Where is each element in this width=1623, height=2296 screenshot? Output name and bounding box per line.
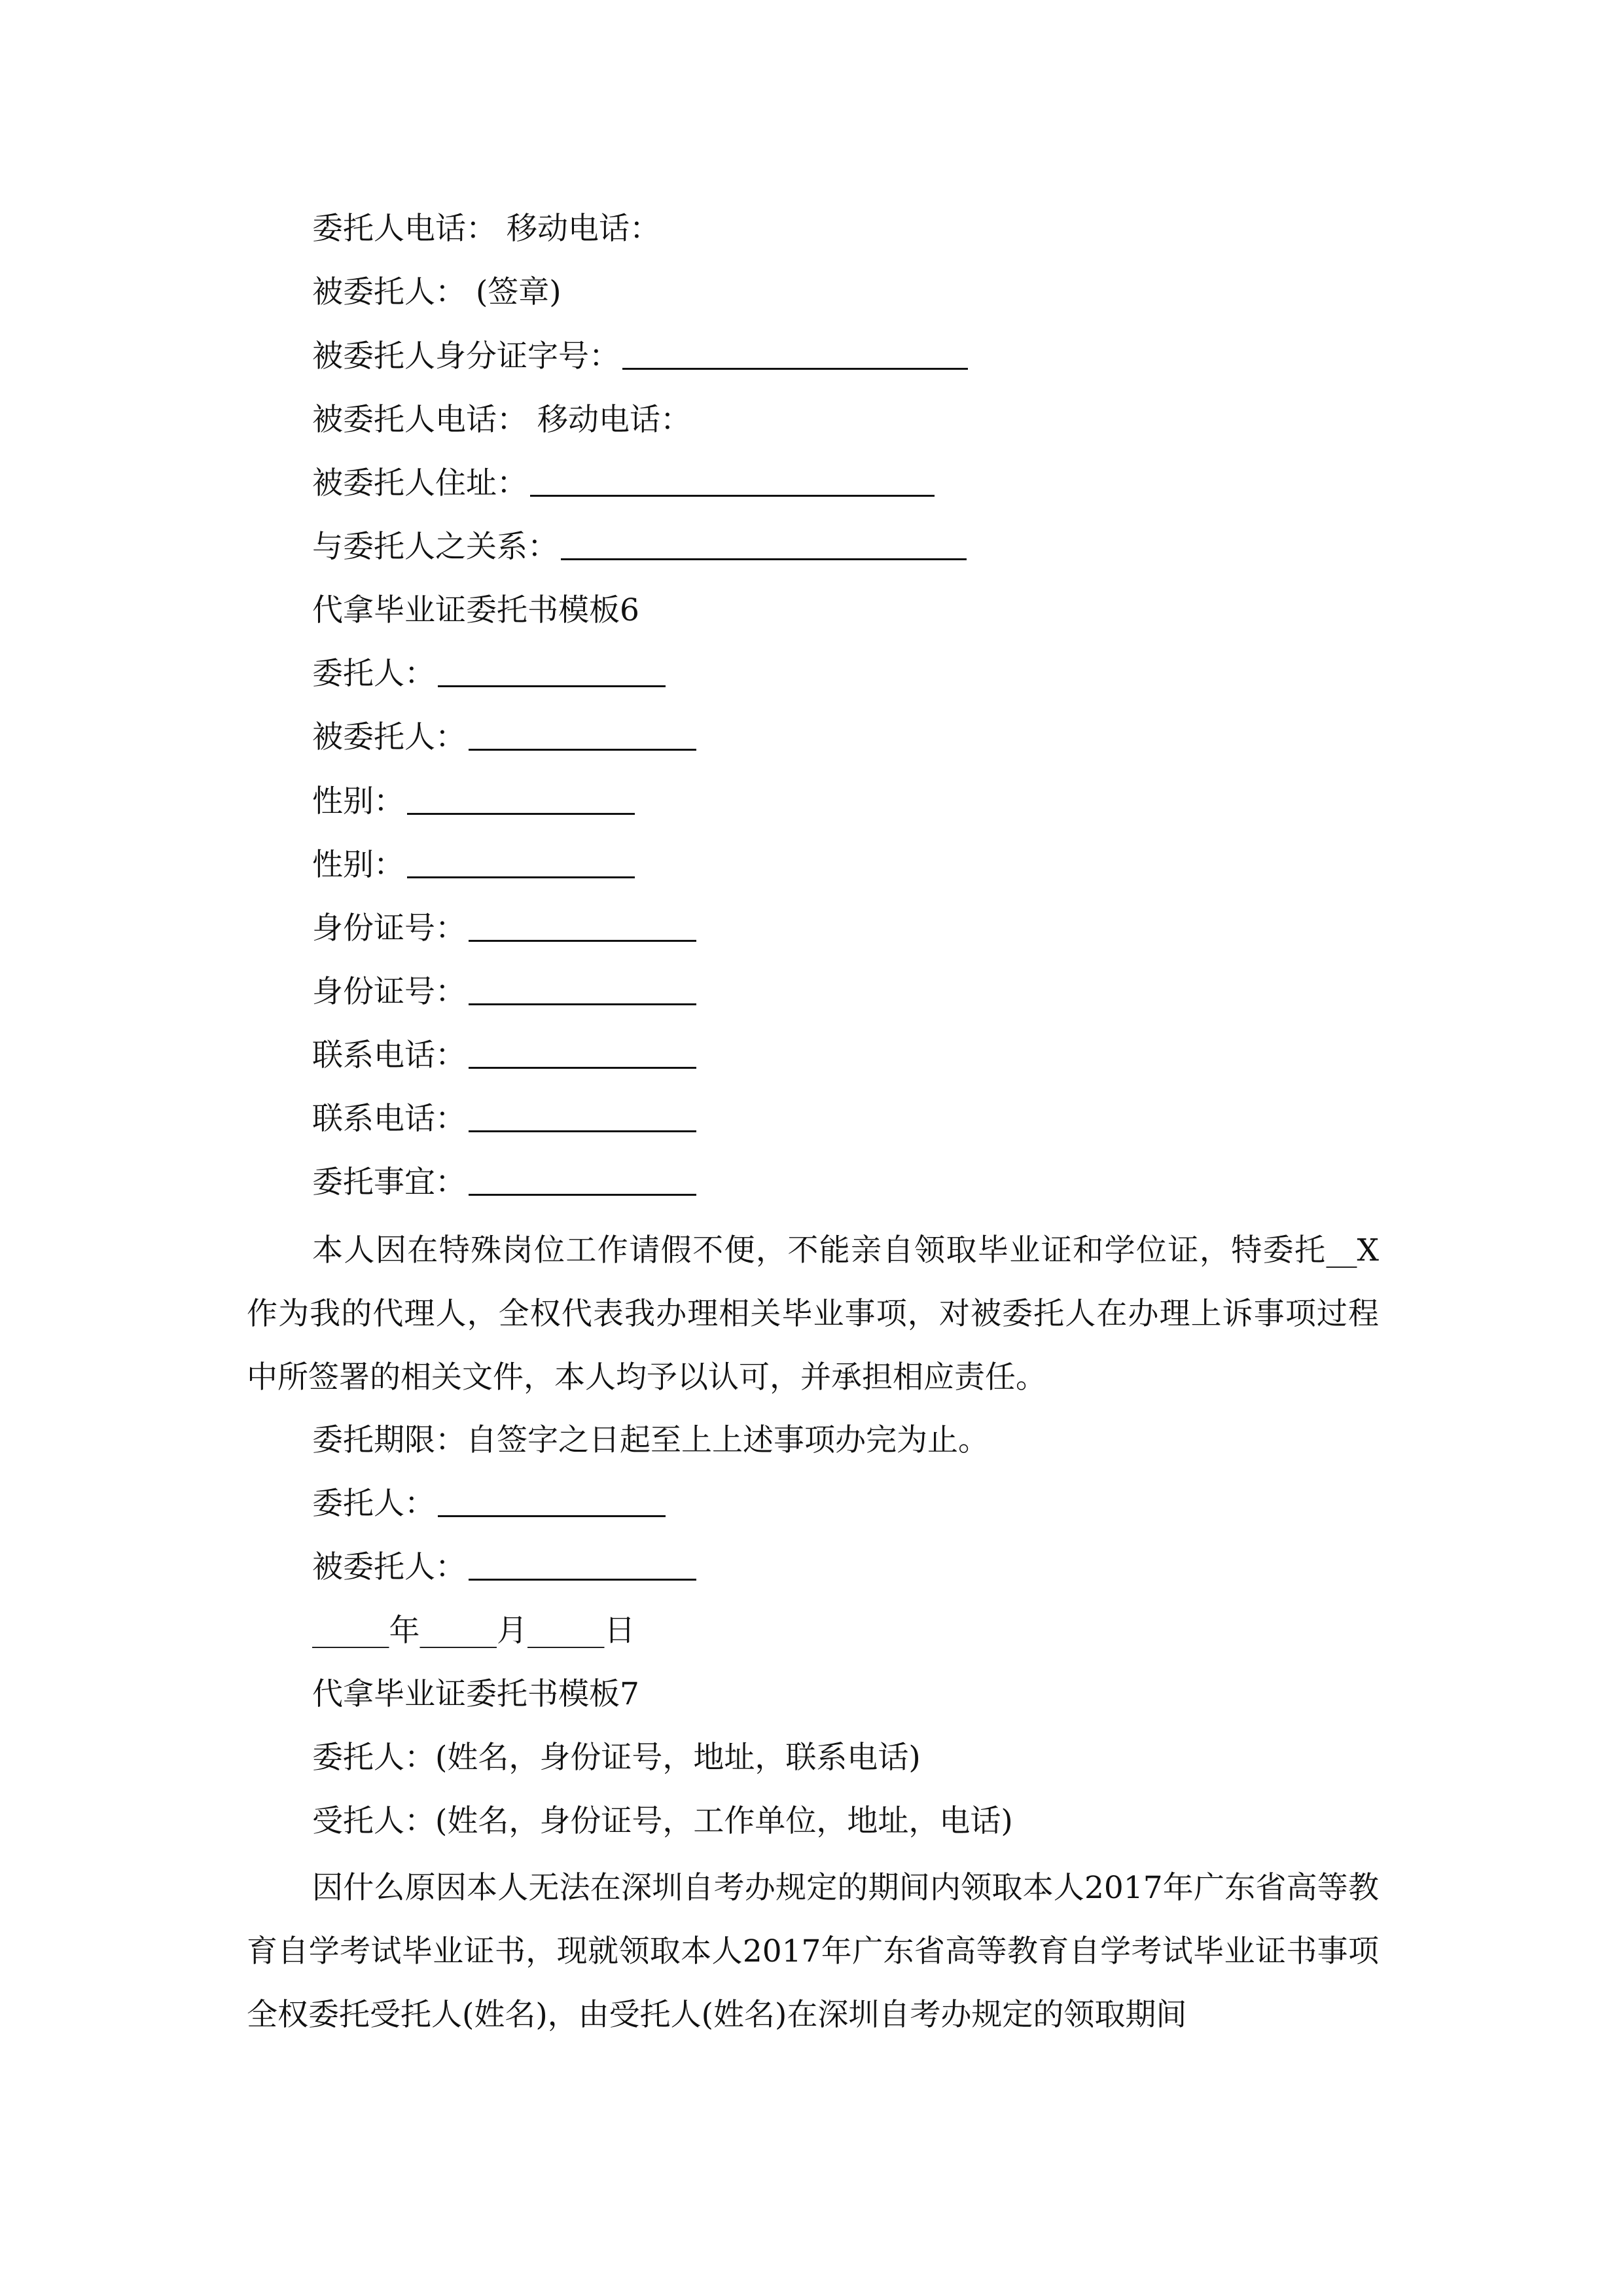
t7-trustee-line: 受托人：(姓名，身份证号，工作单位，地址，电话) (312, 1803, 1013, 1839)
t7-body-paragraph: 因什么原因本人无法在深圳自考办规定的期间内领取本人2017年广东省高等教育自学考试毕业证书，现就领取本人2017年广东省高等教育自学考试毕业证书事项全权委托受托人(姓名)，由受托人(姓名)在深圳自考办规定的领取期间 (247, 1870, 1379, 2033)
t6-delegator-line: 委托人： (312, 645, 666, 704)
template-7-title: 代拿毕业证委托书模板7 (312, 1676, 639, 1712)
blank-underline (407, 836, 635, 878)
delegatee-signature-line: 被委托人： (签章) (312, 274, 562, 310)
t6-gender-line-2: 性别： (312, 836, 635, 895)
blank-underline (561, 518, 967, 560)
delegatee-id-line: 被委托人身分证字号： (312, 327, 968, 386)
t6-date-line: _____年_____月_____日 (312, 1613, 635, 1649)
t6-sign-delegator-line: 委托人： (312, 1475, 666, 1534)
t6-sign-delegatee-line: 被委托人： (312, 1538, 696, 1597)
blank-underline (530, 454, 935, 497)
t6-term-line: 委托期限：自签字之日起至上上述事项办完为止。 (312, 1422, 989, 1458)
t6-phone-line-1: 联系电话： (312, 1026, 696, 1085)
blank-underline (469, 1538, 696, 1581)
blank-underline (622, 327, 968, 370)
t6-gender-line-1: 性别： (312, 772, 635, 831)
blank-underline (469, 963, 696, 1005)
blank-underline (469, 1026, 696, 1069)
t6-id-line-1: 身份证号： (312, 899, 696, 958)
t6-matter-line: 委托事宜： (312, 1153, 696, 1212)
delegatee-phone-line: 被委托人电话： 移动电话： (312, 402, 691, 438)
blank-underline (469, 1153, 696, 1196)
t6-delegatee-line: 被委托人： (312, 708, 696, 767)
blank-underline (438, 645, 666, 687)
relationship-line: 与委托人之关系： (312, 518, 967, 577)
t6-id-line-2: 身份证号： (312, 963, 696, 1022)
t7-delegator-line: 委托人：(姓名，身份证号，地址，联系电话) (312, 1740, 921, 1776)
t6-body-paragraph: 本人因在特殊岗位工作请假不便，不能亲自领取毕业证和学位证，特委托__X作为我的代理人，全权代表我办理相关毕业事项，对被委托人在办理上诉事项过程中所签署的相关文件，本人均予以认可，并承担相应责任。 (247, 1232, 1379, 1395)
blank-underline (438, 1475, 666, 1517)
delegatee-address-line: 被委托人住址： (312, 454, 935, 513)
blank-underline (469, 1090, 696, 1132)
delegator-phone-line: 委托人电话： 移动电话： (312, 211, 660, 247)
blank-underline (407, 772, 635, 815)
t6-phone-line-2: 联系电话： (312, 1090, 696, 1149)
blank-underline (469, 708, 696, 751)
template-6-title: 代拿毕业证委托书模板6 (312, 592, 639, 628)
blank-underline (469, 899, 696, 942)
